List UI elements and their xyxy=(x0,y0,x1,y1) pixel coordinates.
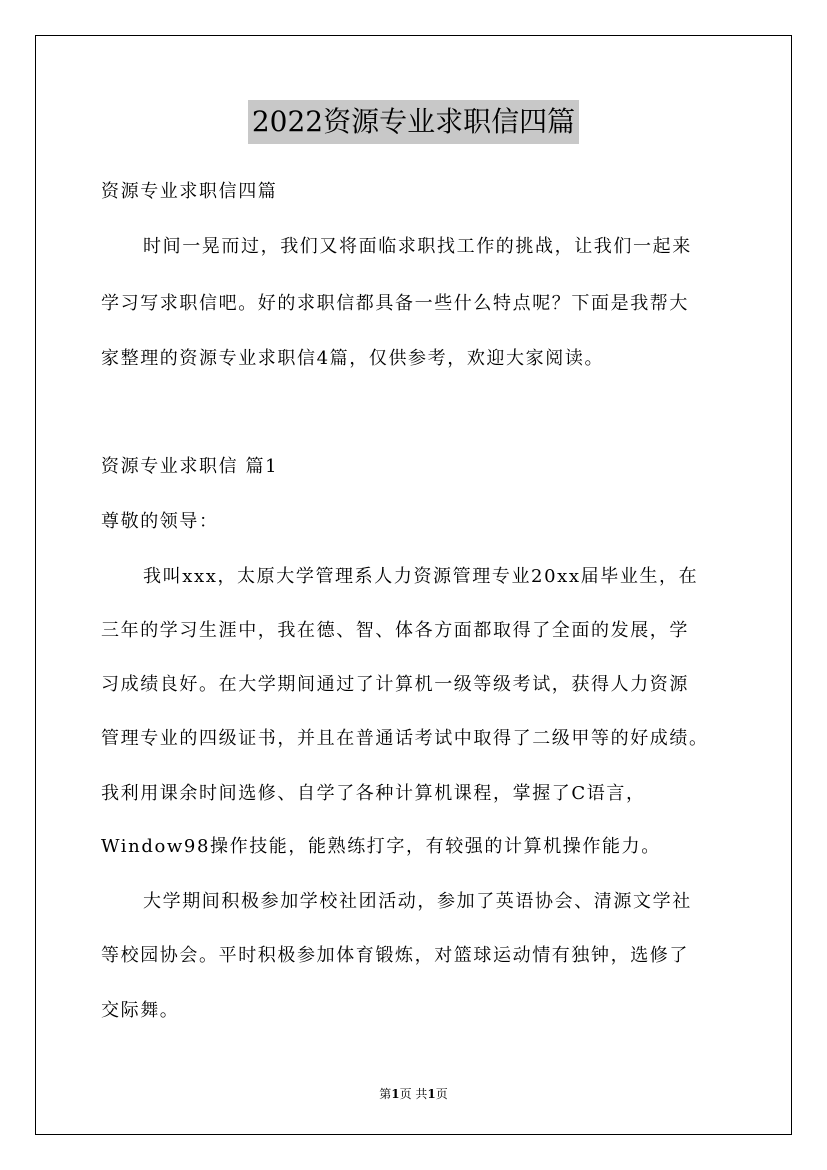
paragraph-line: 大学期间积极参加学校社团活动，参加了英语协会、清源文学社 xyxy=(143,891,692,912)
footer-prefix: 第 xyxy=(379,1087,392,1101)
footer-current-page: 1 xyxy=(391,1087,400,1101)
paragraph-line: 三年的学习生涯中，我在德、智、体各方面都取得了全面的发展，学 xyxy=(101,620,689,641)
paragraph-line: 习成绩良好。在大学期间通过了计算机一级等级考试，获得人力资源 xyxy=(101,674,689,695)
footer-suffix: 页 xyxy=(435,1087,448,1101)
intro-paragraph-line-1: 时间一晃而过，我们又将面临求职找工作的挑战，让我们一起来 xyxy=(143,236,692,257)
intro-paragraph-line-3: 家整理的资源专业求职信4篇，仅供参考，欢迎大家阅读。 xyxy=(101,348,605,369)
intro-paragraph-line-2: 学习写求职信吧。好的求职信都具备一些什么特点呢？下面是我帮大 xyxy=(101,293,689,314)
footer-middle: 页 共 xyxy=(399,1087,428,1101)
salutation: 尊敬的领导： xyxy=(101,511,219,532)
paragraph-line: 等校园协会。平时积极参加体育锻炼，对篮球运动情有独钟，选修了 xyxy=(101,945,689,966)
paragraph-line: 我利用课余时间选修、自学了各种计算机课程，掌握了C语言， xyxy=(101,783,646,804)
paragraph-line: 交际舞。 xyxy=(101,1000,180,1021)
paragraph-line: 管理专业的四级证书，并且在普通话考试中取得了二级甲等的好成绩。 xyxy=(101,728,709,749)
paragraph-line: 我叫xxx，太原大学管理系人力资源管理专业20xx届毕业生，在 xyxy=(143,566,699,587)
section-heading: 资源专业求职信 篇1 xyxy=(101,456,279,477)
page-footer xyxy=(0,1085,827,1102)
paragraph-line: Window98操作技能，能熟练打字，有较强的计算机操作能力。 xyxy=(101,836,661,857)
title-container xyxy=(0,100,827,144)
intro-heading: 资源专业求职信四篇 xyxy=(101,181,278,202)
footer-total-pages: 1 xyxy=(427,1087,436,1101)
document-title: 2022资源专业求职信四篇 xyxy=(248,100,579,144)
